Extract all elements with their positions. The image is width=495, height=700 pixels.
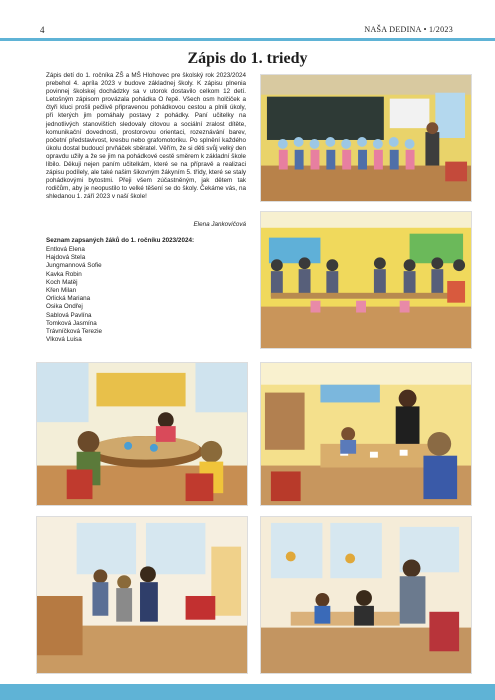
photo-girls-at-table [36,362,248,506]
student-name: Orlická Mariana [46,295,91,303]
student-list-heading: Seznam zapsaných žáků do 1. ročníku 2023/2024: [46,237,195,244]
photo-boys-in-classroom [36,516,248,674]
photo-children-at-desks [260,516,472,674]
student-name: Hajdová Stela [46,254,86,262]
student-name: Jungmannová Sofie [46,262,102,270]
student-name: Koch Matěj [46,278,78,286]
student-name: Osika Ondřej [46,303,83,311]
student-name: Kavka Robin [46,270,82,278]
article-title: Zápis do 1. triedy [187,50,308,67]
student-name: Křen Milan [46,287,77,295]
student-name: Trávníčková Terezie [46,328,102,336]
student-list [46,246,102,344]
student-name: Tomková Jasmína [46,319,97,327]
photo-teacher-with-children [260,362,472,506]
footer-accent-bar [0,684,495,700]
magazine-header: NAŠA DEDINA • 1/2023 [364,25,453,34]
photo-children-at-blackboard [260,74,472,202]
article-body: Zápis detí do 1. ročníka ZŠ a MŠ Hlohovec pre školský rok 2023/2024 prebehol 4. apríla 2023 v budove základnej školy. K zápisu plnenia povinnej školskej dochádzky sa v utorok dostavilo celkom 12 detí. Letošným zápisom provázala pohádka O řepě. Všech osm holčiček a čtyři kluci prošli pečlivě připravenou pohádkovou cestou a plnili úkoly, při kterých jim pomáhaly postavy z pohádky. Paní učitelky na jednotlivých stanovištích sledovaly citovou a sociální zralost dítěte, komunikační dovednosti, prostorovou orientaci, rozeznávání barev, početní představivost, kresbu nebo grafomotoriku. Po splnění každého úkolu dostal budoucí prvňáček sběratel. Věřím, že si děti svůj velký den opravdu užily a že se jim na pohádkové cestě směrem k základní škole líbilo. Děkuji nejen paním učitelkám, které se na přípravě a realizaci zápisu podílely, ale také našim šikovným žákyním 5. třídy, které se staly pohádkovými bytostmi. Přeji všem zúčastněným, jak dětem tak rodičům, aby je neopustilo to velké těšení se do školy. Čekáme vás, na shledanou 1. září 2023 v naší škole! [46,72,246,201]
article-author: Elena Jankovičová [193,221,246,228]
student-name: Sablová Pavlína [46,311,92,319]
photo-parents-and-children [260,211,472,349]
page-number: 4 [40,25,45,35]
student-name: Vlková Luisa [46,336,82,344]
header-accent-bar [0,38,495,41]
student-name: Entlová Elena [46,246,85,253]
